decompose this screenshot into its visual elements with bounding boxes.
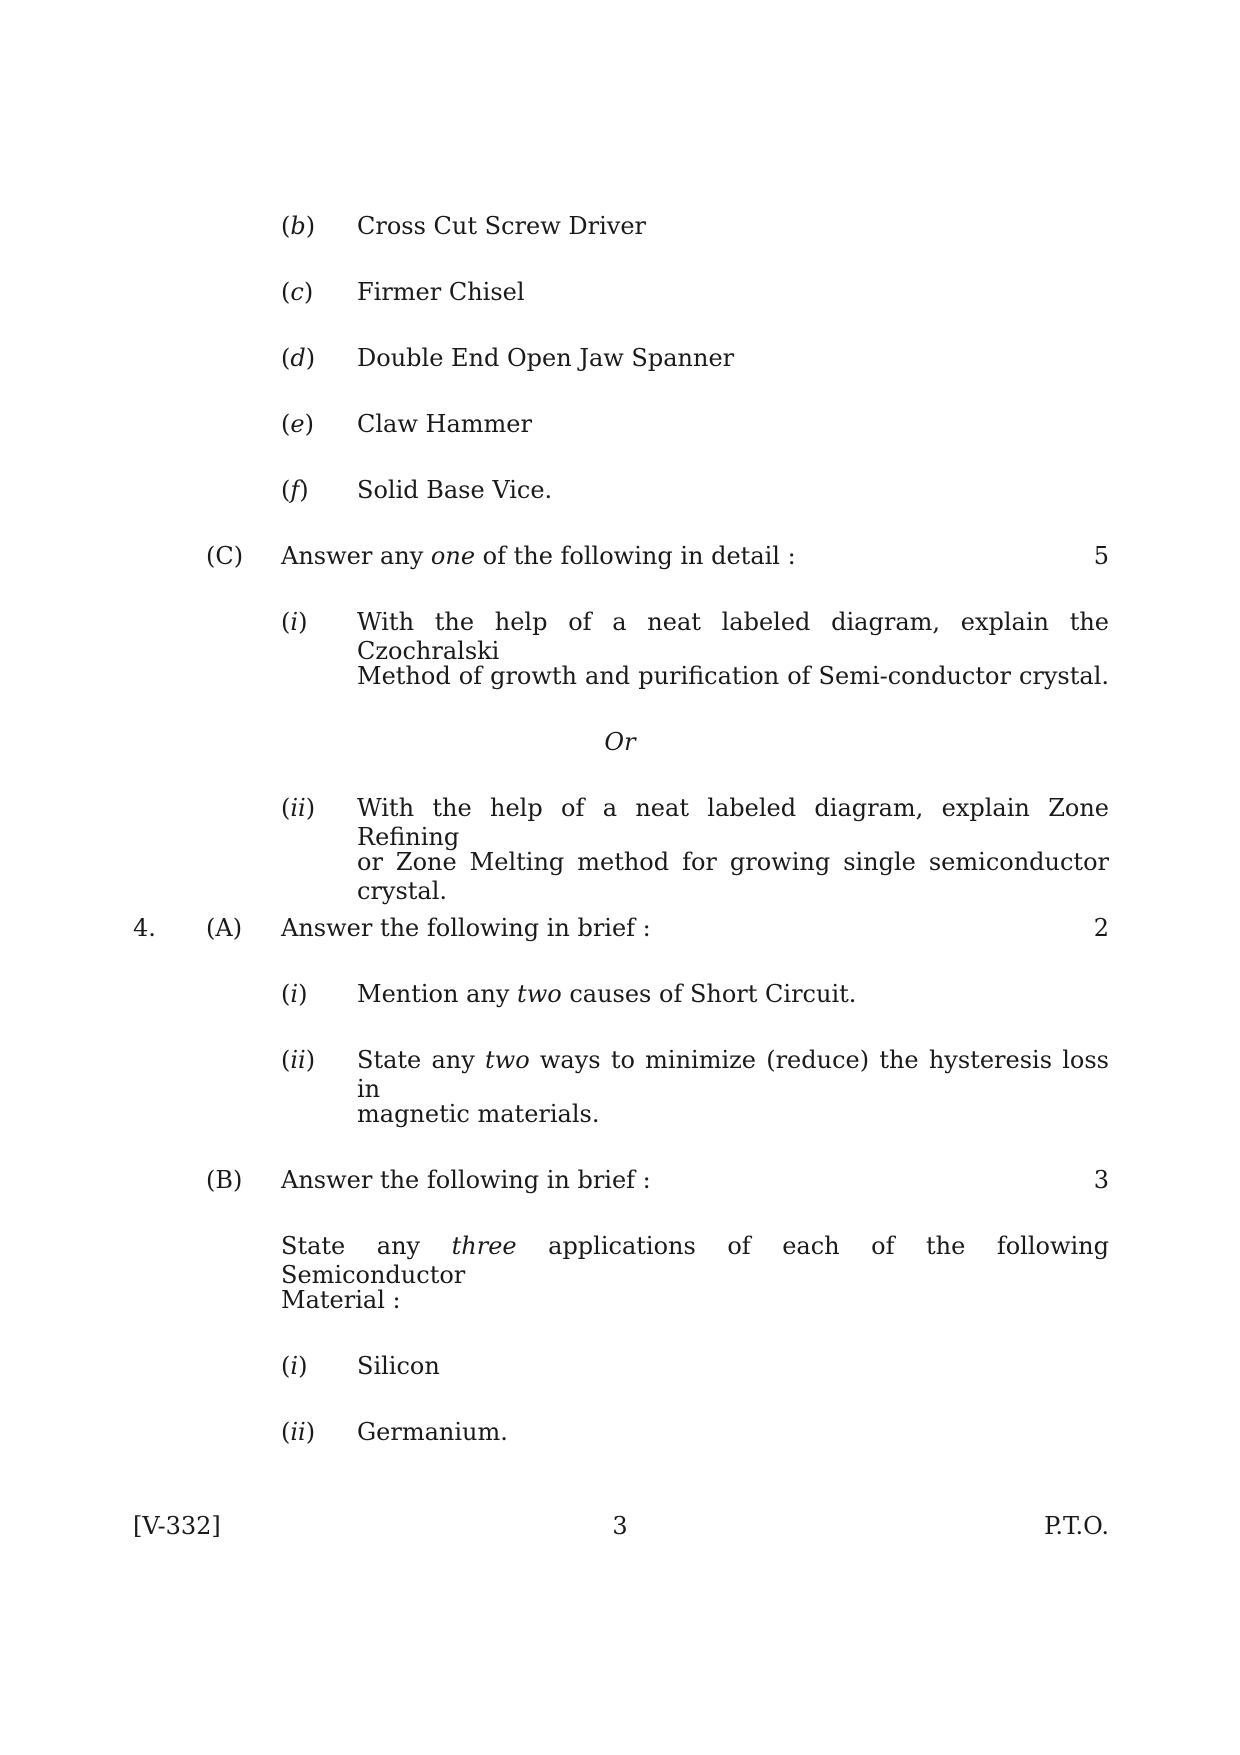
item-text: With the help of a neat labeled diagram, explain the Czochralski <box>357 608 1109 665</box>
item-text: Germanium. <box>357 1418 508 1446</box>
marks: 5 <box>1093 542 1109 570</box>
part-instruction: Answer any one of the following in detail : <box>281 542 796 570</box>
list-item-d <box>0 344 1240 378</box>
question-4b-heading <box>0 1166 1240 1200</box>
part-instruction: Answer the following in brief : <box>281 1166 651 1194</box>
list-item-c <box>0 278 1240 312</box>
item-label: (i) <box>281 608 308 636</box>
list-item-e <box>0 410 1240 444</box>
item-label: (e) <box>281 410 314 438</box>
question-3c-i-line1 <box>0 608 1240 665</box>
part-label: (C) <box>206 542 244 570</box>
question-4b-statement-line2 <box>0 1286 1240 1320</box>
item-text: Mention any two causes of Short Circuit. <box>357 980 857 1008</box>
paper-code: [V-332] <box>133 1512 221 1540</box>
part-label: (A) <box>206 914 243 942</box>
part-instruction: Answer the following in brief : <box>281 914 651 942</box>
item-label: (f) <box>281 476 309 504</box>
part-label: (B) <box>206 1166 243 1194</box>
item-text: State any two ways to minimize (reduce) the hysteresis loss in <box>357 1046 1109 1103</box>
item-label: (c) <box>281 278 314 306</box>
statement-text: State any three applications of each of the following Semiconductor <box>281 1232 1109 1289</box>
question-4a-i <box>0 980 1240 1014</box>
question-3c-i-line2 <box>0 662 1240 696</box>
item-label: (b) <box>281 212 316 240</box>
question-3c-ii-line2 <box>0 848 1240 905</box>
or-text: Or <box>604 728 636 756</box>
item-label: (i) <box>281 980 308 1008</box>
item-text: Silicon <box>357 1352 440 1380</box>
question-4b-ii <box>0 1418 1240 1452</box>
item-label: (ii) <box>281 794 316 822</box>
item-label: (ii) <box>281 1046 316 1074</box>
item-label: (i) <box>281 1352 308 1380</box>
list-item-f <box>0 476 1240 510</box>
list-item-b <box>0 212 1240 246</box>
item-text: or Zone Melting method for growing single semiconductor crystal. <box>357 848 1109 905</box>
question-3c-heading <box>0 542 1240 576</box>
question-4a-ii-line1 <box>0 1046 1240 1103</box>
marks: 2 <box>1093 914 1109 942</box>
item-text: Solid Base Vice. <box>357 476 553 504</box>
or-separator <box>0 728 1240 762</box>
item-label: (d) <box>281 344 316 372</box>
item-text: Double End Open Jaw Spanner <box>357 344 735 372</box>
question-3c-ii-line1 <box>0 794 1240 851</box>
question-4a-heading <box>0 914 1240 948</box>
page-number: 3 <box>612 1512 628 1540</box>
item-text: Firmer Chisel <box>357 278 525 306</box>
item-text: Cross Cut Screw Driver <box>357 212 646 240</box>
please-turn-over: P.T.O. <box>1044 1512 1109 1540</box>
item-text: Claw Hammer <box>357 410 532 438</box>
item-label: (ii) <box>281 1418 316 1446</box>
marks: 3 <box>1093 1166 1109 1194</box>
item-text: magnetic materials. <box>357 1100 600 1128</box>
question-4b-statement-line1 <box>0 1232 1240 1289</box>
question-4b-i <box>0 1352 1240 1386</box>
item-text: With the help of a neat labeled diagram, explain Zone Refining <box>357 794 1109 851</box>
item-text: Method of growth and purification of Semi-conductor crystal. <box>357 662 1109 690</box>
question-number: 4. <box>133 914 156 942</box>
page-footer <box>0 1512 1240 1546</box>
question-4a-ii-line2 <box>0 1100 1240 1134</box>
statement-text: Material : <box>281 1286 401 1314</box>
